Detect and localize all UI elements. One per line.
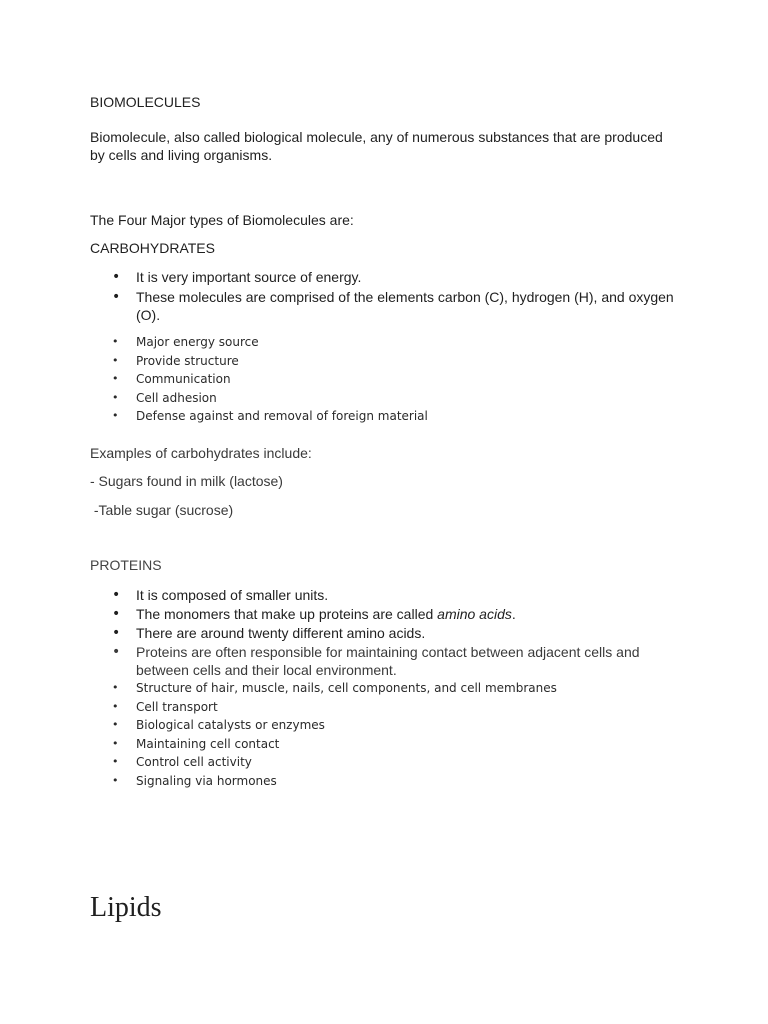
list-item: • Defense against and removal of foreign material [90,407,690,426]
list-item: • It is composed of smaller units. [90,586,690,604]
list-item [90,605,690,623]
list-item: • Cell adhesion [90,389,690,408]
list-item: • Signaling via hormones [90,772,690,791]
example-item: -Table sugar (sucrose) [90,502,234,518]
list-item: • Structure of hair, muscle, nails, cell components, and cell membranes [90,679,690,698]
list-item: • Maintaining cell contact [90,735,690,754]
list-item: • Provide structure [90,352,690,371]
list-item-text: The monomers that make up proteins are called [136,606,438,622]
list-item: • Major energy source [90,333,690,352]
list-item-text: . [511,606,516,622]
list-item: • Cell transport [90,698,690,717]
list-item: • Proteins are often responsible for maintaining contact between adjacent cells and between cells and their local environment. [90,643,690,679]
examples-heading: Examples of carbohydrates include: [90,445,312,461]
list-item: • These molecules are comprised of the elements carbon (C), hydrogen (H), and oxygen (O). [90,288,690,324]
intro-paragraph: Biomolecule, also called biological molecule, any of numerous substances that are produced by cells and living organisms. [90,129,663,163]
carbohydrates-heading: CARBOHYDRATES [90,240,215,256]
carbohydrates-bullets [90,268,690,324]
list-item: • It is very important source of energy. [90,268,690,286]
lipids-heading: Lipids [90,892,162,923]
list-item: • Communication [90,370,690,389]
emphasis-text: amino acids [437,606,512,622]
proteins-bullets [90,586,690,679]
proteins-heading: PROTEINS [90,557,162,573]
types-heading: The Four Major types of Biomolecules are: [90,212,354,228]
doc-title: BIOMOLECULES [90,94,201,110]
carbohydrates-functions [90,333,690,426]
list-item: • Control cell activity [90,753,690,772]
list-item: • There are around twenty different amino acids. [90,624,690,642]
example-item: - Sugars found in milk (lactose) [90,473,283,489]
proteins-functions [90,679,690,790]
list-item: • Biological catalysts or enzymes [90,716,690,735]
